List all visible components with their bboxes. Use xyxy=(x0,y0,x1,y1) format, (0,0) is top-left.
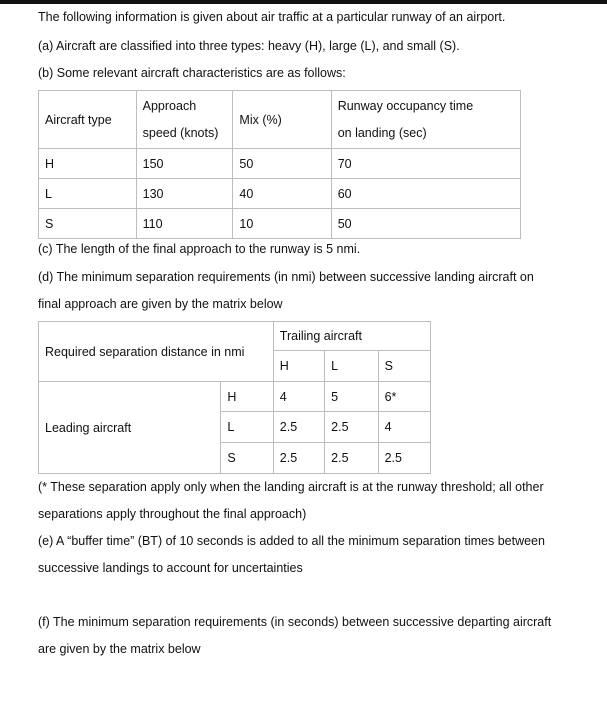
header-approach-speed xyxy=(136,91,233,149)
matrix-cell: 4 xyxy=(378,412,430,443)
matrix-cell: 4 xyxy=(273,382,324,412)
cell-type: S xyxy=(39,209,137,239)
matrix-header-row xyxy=(39,322,431,351)
cell-occupancy: 50 xyxy=(331,209,520,239)
item-b-text: (b) Some relevant aircraft characteristics are as follows: xyxy=(38,66,346,80)
note-text-line1: (* These separation apply only when the landing aircraft is at the runway threshold; all other xyxy=(38,480,544,494)
cell-speed: 130 xyxy=(136,179,233,209)
item-f-text-line1: (f) The minimum separation requirements (in seconds) between successive departing aircraft xyxy=(38,615,552,629)
matrix-cell: 6* xyxy=(378,382,430,412)
item-d-text-line1: (d) The minimum separation requirements (in nmi) between successive landing aircraft on xyxy=(38,270,534,284)
matrix-cell: 2.5 xyxy=(273,443,324,474)
matrix-cell: 2.5 xyxy=(378,443,430,474)
header-approach-speed-line1: Approach xyxy=(142,98,197,113)
header-aircraft-type: Aircraft type xyxy=(39,91,137,149)
trailing-type-l: L xyxy=(325,351,378,382)
trailing-type-s: S xyxy=(378,351,430,382)
header-runway-occupancy-line1: Runway occupancy time xyxy=(337,98,474,113)
matrix-corner-label: Required separation distance in nmi xyxy=(39,322,274,382)
cell-speed: 150 xyxy=(136,149,233,179)
item-f-text-line2: are given by the matrix below xyxy=(38,642,201,656)
intro-text: The following information is given about air traffic at a particular runway of an airport. xyxy=(38,10,506,24)
matrix-cell: 5 xyxy=(325,382,378,412)
cell-occupancy: 60 xyxy=(331,179,520,209)
item-c-text: (c) The length of the final approach to the runway is 5 nmi. xyxy=(38,242,361,256)
leading-type: H xyxy=(221,382,273,412)
table-row xyxy=(39,209,521,239)
header-runway-occupancy-line2: on landing (sec) xyxy=(337,125,427,140)
item-e-text-line2: successive landings to account for uncertainties xyxy=(38,561,303,575)
trailing-type-h: H xyxy=(273,351,324,382)
table-header-row xyxy=(39,91,521,149)
cell-type: H xyxy=(39,149,137,179)
leading-type: L xyxy=(221,412,273,443)
top-border xyxy=(0,0,607,4)
table-row xyxy=(39,179,521,209)
cell-occupancy: 70 xyxy=(331,149,520,179)
header-mix: Mix (%) xyxy=(233,91,331,149)
item-d-text-line2: final approach are given by the matrix below xyxy=(38,297,283,311)
note-text-line2: separations apply throughout the final approach) xyxy=(38,507,307,521)
cell-mix: 40 xyxy=(233,179,331,209)
cell-type: L xyxy=(39,179,137,209)
header-approach-speed-line2: speed (knots) xyxy=(142,125,219,140)
leading-type: S xyxy=(221,443,273,474)
matrix-cell: 2.5 xyxy=(325,443,378,474)
aircraft-characteristics-table xyxy=(38,90,521,239)
matrix-cell: 2.5 xyxy=(325,412,378,443)
item-a-text: (a) Aircraft are classified into three types: heavy (H), large (L), and small (S). xyxy=(38,39,460,53)
cell-mix: 50 xyxy=(233,149,331,179)
cell-mix: 10 xyxy=(233,209,331,239)
trailing-aircraft-label: Trailing aircraft xyxy=(273,322,430,351)
matrix-row xyxy=(39,382,431,412)
header-runway-occupancy xyxy=(331,91,520,149)
leading-aircraft-label: Leading aircraft xyxy=(39,382,221,474)
matrix-cell: 2.5 xyxy=(273,412,324,443)
table-row xyxy=(39,149,521,179)
cell-speed: 110 xyxy=(136,209,233,239)
landing-separation-matrix xyxy=(38,321,431,474)
item-e-text-line1: (e) A “buffer time” (BT) of 10 seconds is added to all the minimum separation times between xyxy=(38,534,545,548)
